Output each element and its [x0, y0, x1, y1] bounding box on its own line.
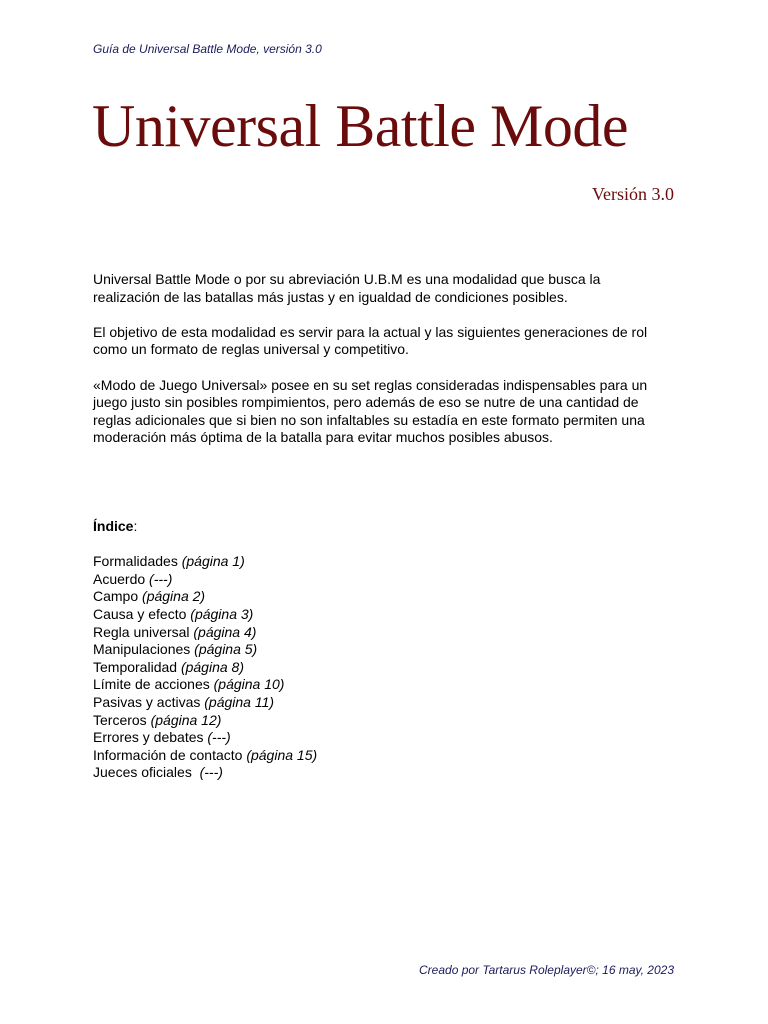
index-item-page: (página 3): [190, 605, 254, 622]
index-item: [93, 553, 593, 571]
index-item-label: Jueces oficiales: [93, 764, 200, 781]
index-item-label: Terceros: [93, 711, 151, 728]
index-item-label: Manipulaciones: [93, 641, 195, 658]
index-item-label: Temporalidad: [93, 658, 181, 675]
index-item-page: (página 12): [150, 711, 222, 728]
table-of-contents: [93, 518, 593, 782]
index-item-page: (página 5): [194, 641, 258, 658]
index-item: [93, 747, 593, 765]
index-item-label: Errores y debates: [93, 729, 208, 746]
index-item-page: (página 1): [181, 553, 245, 570]
index-item-label: Información de contacto: [93, 746, 247, 763]
version-label: Versión 3.0: [592, 184, 674, 204]
index-item-label: Pasivas y activas: [93, 693, 205, 710]
footer-note: Creado por Tartarus Roleplayer©; 16 may, 2023: [419, 963, 674, 977]
index-item-label: Acuerdo: [93, 570, 150, 587]
index-item-page: (página 8): [180, 658, 244, 675]
index-list: [93, 553, 593, 782]
intro-text: [93, 271, 668, 465]
index-heading: [93, 518, 593, 536]
index-heading-colon: :: [133, 518, 138, 534]
index-item-page: (página 10): [213, 676, 285, 693]
index-item-label: Límite de acciones: [93, 676, 214, 693]
index-item-page: (página 15): [246, 746, 318, 763]
intro-paragraph-1: Universal Battle Mode o por su abreviación U.B.M es una modalidad que busca la realización de las batallas más justas y en igualdad de condiciones posibles.: [93, 271, 601, 305]
index-item: [93, 712, 593, 730]
index-item-page: (página 2): [142, 588, 206, 605]
index-item-page: (página 4): [193, 623, 257, 640]
index-item-page: (página 11): [204, 693, 275, 710]
index-item-page: (---): [207, 729, 231, 746]
index-item: [93, 624, 593, 642]
index-item-label: Causa y efecto: [93, 605, 191, 622]
index-item: [93, 729, 593, 747]
index-item: [93, 588, 593, 606]
intro-paragraph-3: «Modo de Juego Universal» posee en su set reglas consideradas indispensables para un juego justo sin posibles rompimientos, pero además de eso se nutre de una cantidad de reglas adicionales que si bien no son infaltables su estadía en este formato permiten una moderación más óptima de la batalla para evitar muchos posibles abusos.: [93, 376, 648, 446]
intro-paragraph-2: El objetivo de esta modalidad es servir para la actual y las siguientes generaciones de rol como un formato de reglas universal y competitivo.: [93, 323, 648, 358]
index-item: [93, 606, 593, 624]
index-item-label: Regla universal: [93, 623, 194, 640]
header-note: Guía de Universal Battle Mode, versión 3.0: [93, 42, 322, 56]
index-item-label: Campo: [93, 588, 143, 605]
index-item: [93, 764, 593, 782]
index-item-label: Formalidades: [93, 553, 182, 570]
index-item: [93, 641, 593, 659]
index-item: [93, 571, 593, 589]
index-item-page: (---): [149, 570, 173, 587]
index-item: [93, 659, 593, 677]
index-item: [93, 676, 593, 694]
index-item-page: (---): [199, 764, 223, 781]
index-item: [93, 694, 593, 712]
index-heading-label: Índice: [93, 518, 134, 534]
document-title: Universal Battle Mode: [92, 93, 629, 159]
